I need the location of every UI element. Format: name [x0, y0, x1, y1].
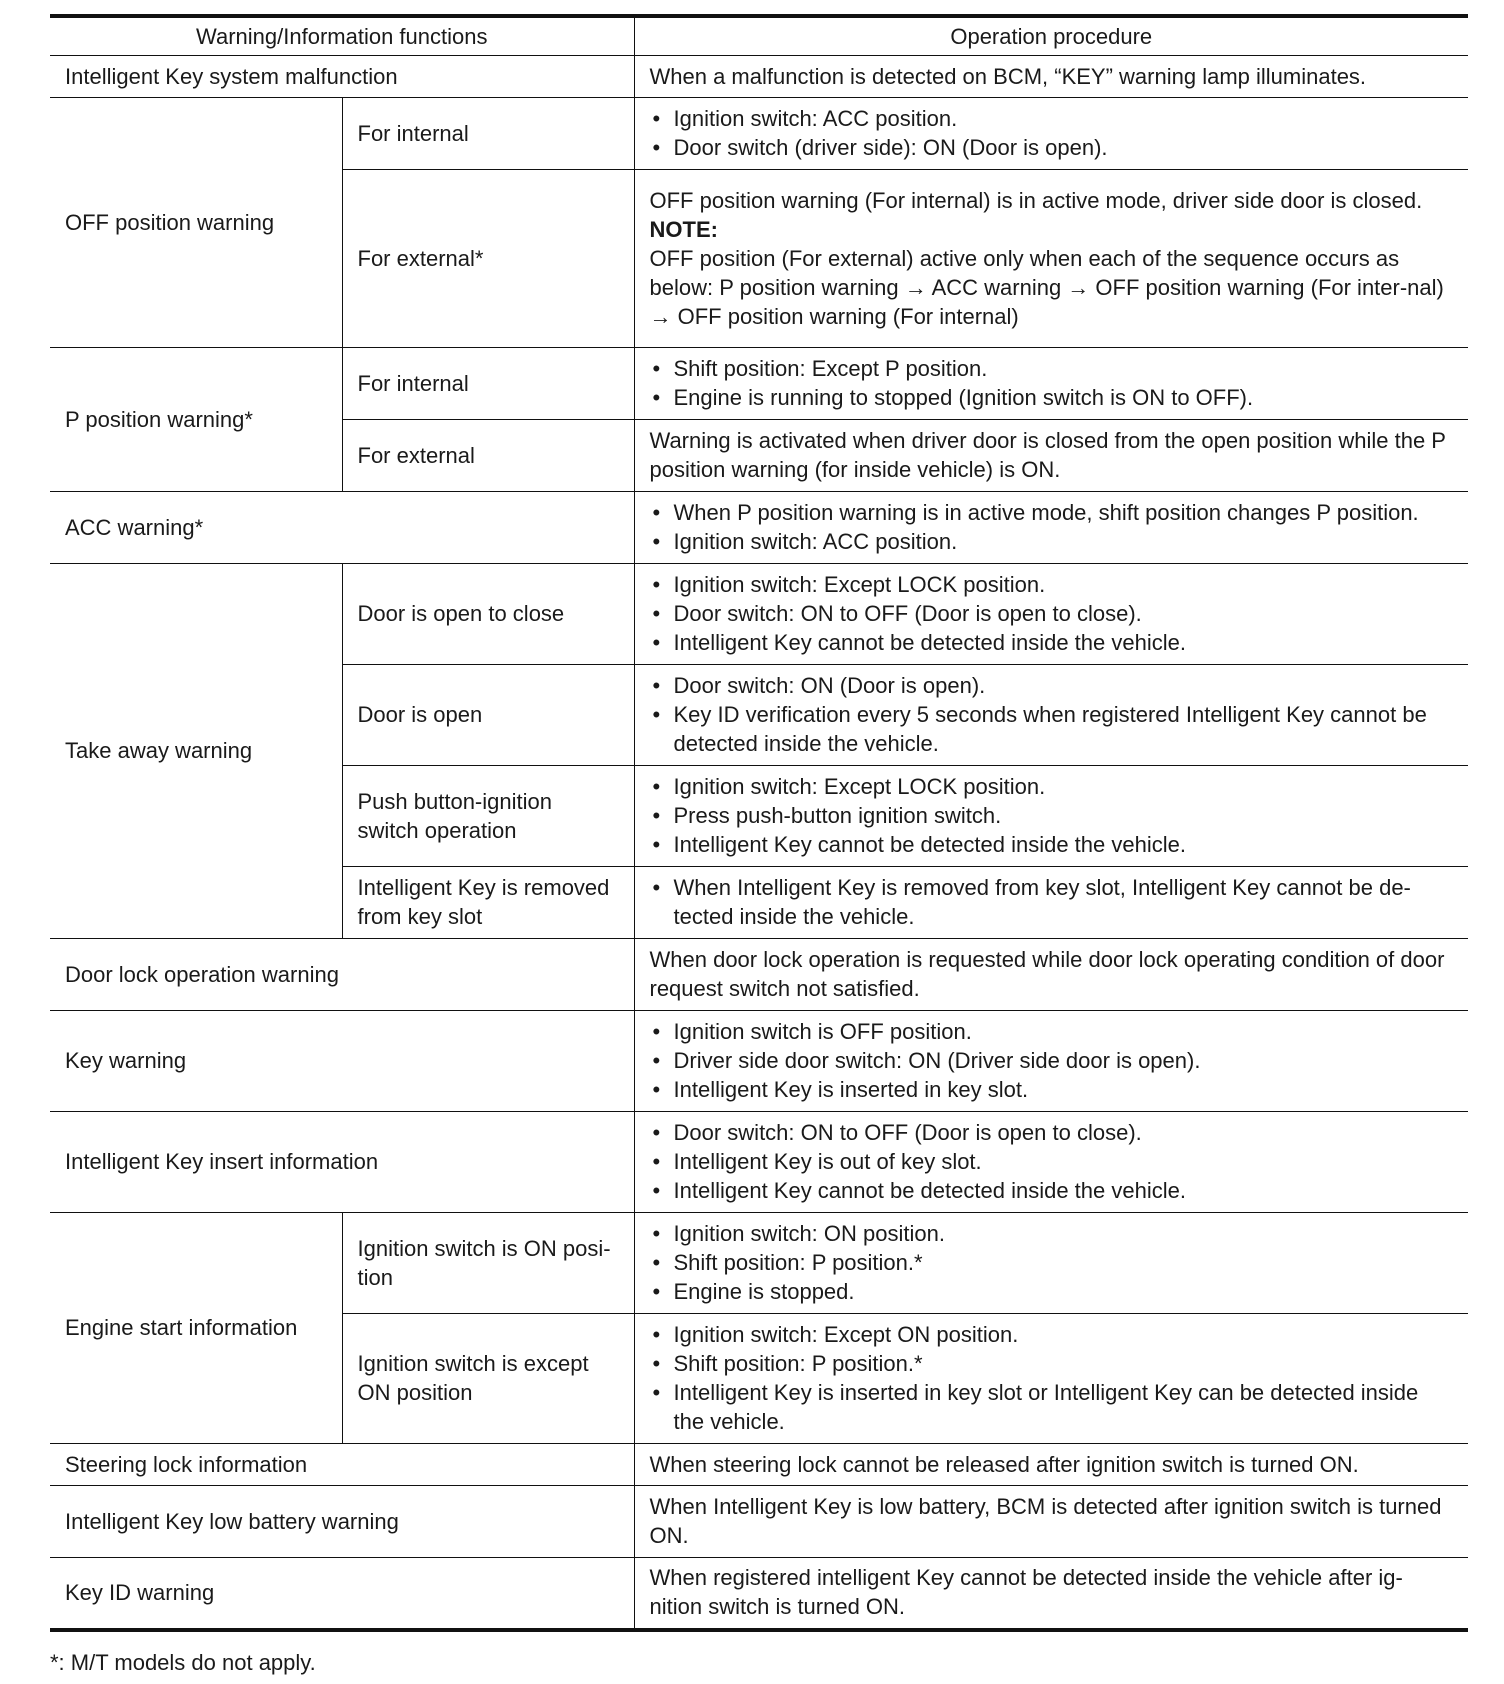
bullet-item: • Ignition switch: Except LOCK position.: [650, 772, 1454, 801]
bullet-list: [650, 772, 1454, 859]
bullet-list: [650, 1219, 1454, 1306]
function-name: P position warning*: [50, 348, 342, 492]
table-row: [50, 1558, 1468, 1630]
sub-function-label: Door is open: [342, 665, 634, 766]
table-row: [50, 56, 1468, 98]
sub-function-label: Push button-ignition switch operation: [342, 766, 634, 867]
bullet-list: [650, 1017, 1454, 1104]
sub-function-label: For external: [342, 420, 634, 492]
procedure-cell: [634, 867, 1468, 939]
warning-functions-document: [50, 14, 1468, 1632]
sub-function-label: Intelligent Key is removed from key slot: [342, 867, 634, 939]
bullet-item: • Shift position: P position.*: [650, 1248, 1454, 1277]
function-name: ACC warning*: [50, 492, 634, 564]
procedure-cell: [634, 1011, 1468, 1112]
bullet-item: • Intelligent Key cannot be detected inside the vehicle.: [650, 1176, 1454, 1205]
function-name: Intelligent Key low battery warning: [50, 1486, 634, 1558]
bullet-item: • Intelligent Key is inserted in key slot.: [650, 1075, 1454, 1104]
bullet-item: • Driver side door switch: ON (Driver side door is open).: [650, 1046, 1454, 1075]
bullet-item: • Engine is stopped.: [650, 1277, 1454, 1306]
bullet-item: • Door switch: ON to OFF (Door is open to close).: [650, 1118, 1454, 1147]
bullet-item: • Ignition switch: Except ON position.: [650, 1320, 1454, 1349]
sub-function-label: For internal: [342, 348, 634, 420]
bullet-item: • Ignition switch: ACC position.: [650, 527, 1454, 556]
table-row: [50, 1112, 1468, 1213]
procedure-text: OFF position warning (For internal) is in active mode, driver side door is closed.: [649, 187, 1423, 213]
function-name: Intelligent Key insert information: [50, 1112, 634, 1213]
procedure-cell: [634, 170, 1468, 348]
function-name: Door lock operation warning: [50, 939, 634, 1011]
procedure-text: When a malfunction is detected on BCM, “KEY” warning lamp illuminates.: [634, 56, 1468, 98]
function-name: OFF position warning: [50, 98, 342, 348]
bullet-item: • Door switch: ON to OFF (Door is open to close).: [650, 599, 1454, 628]
sub-function-label: Door is open to close: [342, 564, 634, 665]
bullet-list: [650, 671, 1454, 758]
bullet-item: • Ignition switch: Except LOCK position.: [650, 570, 1454, 599]
sub-function-label: Ignition switch is ON posi-tion: [342, 1213, 634, 1314]
note-text: OFF position (For external) active only when each of the sequence occurs as below: P position warning → ACC warning → OFF position warning (For inter-nal) → OFF position warning (For internal): [649, 245, 1444, 329]
bullet-item: • Press push-button ignition switch.: [650, 801, 1454, 830]
bullet-list: [650, 104, 1454, 162]
table-row: [50, 348, 1468, 420]
function-name: Take away warning: [50, 564, 342, 939]
bullet-list: [650, 873, 1454, 931]
procedure-text: When steering lock cannot be released after ignition switch is turned ON.: [634, 1444, 1468, 1486]
table-header-row: [50, 16, 1468, 56]
note-label: NOTE:: [649, 216, 718, 242]
bullet-item: • Door switch (driver side): ON (Door is open).: [650, 133, 1454, 162]
table-row: [50, 98, 1468, 170]
function-name: Engine start information: [50, 1213, 342, 1444]
procedure-cell: [634, 1213, 1468, 1314]
procedure-text: When door lock operation is requested while door lock operating condition of door request switch not satisfied.: [634, 939, 1468, 1011]
header-functions: Warning/Information functions: [50, 16, 634, 56]
procedure-cell: [634, 766, 1468, 867]
table-row: [50, 1444, 1468, 1486]
bullet-item: • Ignition switch is OFF position.: [650, 1017, 1454, 1046]
table-row: [50, 564, 1468, 665]
bullet-item: • Engine is running to stopped (Ignition switch is ON to OFF).: [650, 383, 1454, 412]
bullet-list: [650, 570, 1454, 657]
bullet-item: • Key ID verification every 5 seconds when registered Intelligent Key cannot be detected inside the vehicle.: [650, 700, 1454, 758]
bullet-list: [650, 1320, 1454, 1436]
procedure-cell: [634, 1112, 1468, 1213]
table-row: [50, 492, 1468, 564]
function-name: Intelligent Key system malfunction: [50, 56, 634, 98]
procedure-text: Warning is activated when driver door is closed from the open position while the P position warning (for inside vehicle) is ON.: [634, 420, 1468, 492]
bullet-item: • Intelligent Key is inserted in key slot or Intelligent Key can be detected inside the vehicle.: [650, 1378, 1454, 1436]
table-row: [50, 1486, 1468, 1558]
bullet-item: • Intelligent Key cannot be detected inside the vehicle.: [650, 628, 1454, 657]
bullet-item: • Ignition switch: ON position.: [650, 1219, 1454, 1248]
bullet-item: • Ignition switch: ACC position.: [650, 104, 1454, 133]
warning-functions-table: [50, 14, 1468, 1632]
bullet-item: • When P position warning is in active mode, shift position changes P position.: [650, 498, 1454, 527]
header-procedure: Operation procedure: [634, 16, 1468, 56]
sub-function-label: Ignition switch is except ON position: [342, 1314, 634, 1444]
table-row: [50, 1213, 1468, 1314]
table-row: [50, 1011, 1468, 1112]
procedure-cell: [634, 348, 1468, 420]
procedure-text: When registered intelligent Key cannot be detected inside the vehicle after ig-nition switch is turned ON.: [634, 1558, 1468, 1630]
bullet-list: [650, 1118, 1454, 1205]
bullet-item: • Intelligent Key is out of key slot.: [650, 1147, 1454, 1176]
bullet-item: • When Intelligent Key is removed from key slot, Intelligent Key cannot be de-tected inside the vehicle.: [650, 873, 1454, 931]
procedure-cell: [634, 98, 1468, 170]
procedure-cell: [634, 564, 1468, 665]
function-name: Key warning: [50, 1011, 634, 1112]
procedure-text: When Intelligent Key is low battery, BCM is detected after ignition switch is turned ON.: [634, 1486, 1468, 1558]
bullet-item: • Shift position: Except P position.: [650, 354, 1454, 383]
table-row: [50, 939, 1468, 1011]
sub-function-label: For external*: [342, 170, 634, 348]
bullet-item: • Door switch: ON (Door is open).: [650, 671, 1454, 700]
function-name: Key ID warning: [50, 1558, 634, 1630]
bullet-list: [650, 354, 1454, 412]
procedure-cell: [634, 1314, 1468, 1444]
procedure-cell: [634, 492, 1468, 564]
procedure-cell: [634, 665, 1468, 766]
bullet-list: [650, 498, 1454, 556]
bullet-item: • Shift position: P position.*: [650, 1349, 1454, 1378]
bullet-item: • Intelligent Key cannot be detected inside the vehicle.: [650, 830, 1454, 859]
sub-function-label: For internal: [342, 98, 634, 170]
footnote: *: M/T models do not apply.: [50, 1650, 316, 1675]
function-name: Steering lock information: [50, 1444, 634, 1486]
